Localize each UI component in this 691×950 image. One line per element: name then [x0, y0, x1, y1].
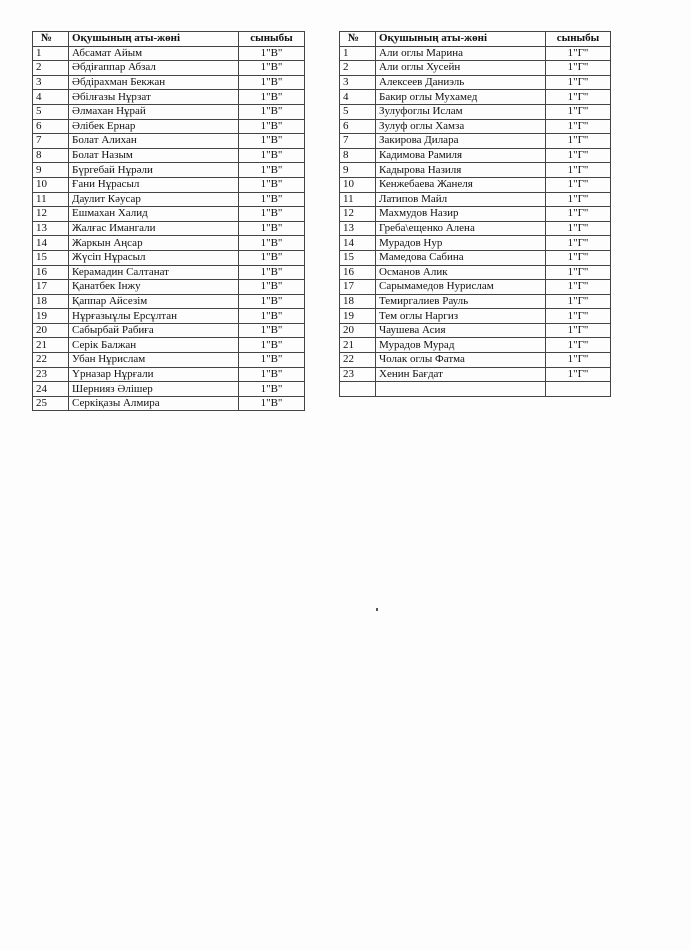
class-label: 1"Г"	[546, 367, 611, 382]
class-label: 1"В"	[239, 134, 305, 149]
class-label: 1"Г"	[546, 75, 611, 90]
student-name: Али оглы Марина	[376, 46, 546, 61]
table-row	[340, 104, 611, 119]
table-row	[340, 294, 611, 309]
student-name: Убан Нұрислам	[69, 353, 239, 368]
class-label: 1"В"	[239, 90, 305, 105]
row-number: 21	[340, 338, 376, 353]
student-name: Шернияз Әлішер	[69, 382, 239, 397]
student-name: Әбдірахман Бекжан	[69, 75, 239, 90]
student-name: Даулит Кәусар	[69, 192, 239, 207]
table-row	[340, 119, 611, 134]
row-number: 1	[33, 46, 69, 61]
student-name: Серік Балжан	[69, 338, 239, 353]
row-number: 4	[33, 90, 69, 105]
row-number: 19	[33, 309, 69, 324]
student-name: Сабырбай Рабиға	[69, 323, 239, 338]
class-label: 1"В"	[239, 119, 305, 134]
header-row	[340, 32, 611, 47]
number-header: №	[340, 32, 376, 47]
student-name: Қанатбек Інжу	[69, 280, 239, 295]
table-row	[340, 353, 611, 368]
student-name: Керамадин Салтанат	[69, 265, 239, 280]
row-number: 1	[340, 46, 376, 61]
student-name: Әбілғазы Нұрзат	[69, 90, 239, 105]
class-label: 1"Г"	[546, 104, 611, 119]
class-g-roster-body	[340, 46, 611, 396]
student-name: Кадимова Рамиля	[376, 148, 546, 163]
class-label: 1"В"	[239, 46, 305, 61]
row-number: 17	[33, 280, 69, 295]
class-label: 1"В"	[239, 104, 305, 119]
row-number: 9	[340, 163, 376, 178]
row-number: 12	[340, 207, 376, 222]
table-row	[33, 338, 305, 353]
table-row	[33, 192, 305, 207]
student-name: Болат Алихан	[69, 134, 239, 149]
student-name: Серкіқазы Алмира	[69, 396, 239, 411]
table-row	[33, 294, 305, 309]
class-label: 1"В"	[239, 250, 305, 265]
row-number: 20	[33, 323, 69, 338]
class-label: 1"В"	[239, 280, 305, 295]
student-name: Бүргебай Нұрәли	[69, 163, 239, 178]
student-name: Ғани Нұрасыл	[69, 177, 239, 192]
table-row	[33, 46, 305, 61]
class-header: сыныбы	[546, 32, 611, 47]
student-name: Нұрғазыұлы Ерсұлтан	[69, 309, 239, 324]
table-row	[340, 163, 611, 178]
table-row	[340, 207, 611, 222]
row-number: 19	[340, 309, 376, 324]
table-row	[340, 265, 611, 280]
class-label: 1"Г"	[546, 250, 611, 265]
row-number: 18	[33, 294, 69, 309]
row-number: 8	[340, 148, 376, 163]
row-number: 5	[33, 104, 69, 119]
row-number	[340, 382, 376, 397]
table-row	[33, 323, 305, 338]
class-label: 1"В"	[239, 265, 305, 280]
student-name: Бакир оглы Мухамед	[376, 90, 546, 105]
row-number: 7	[340, 134, 376, 149]
table-row	[340, 250, 611, 265]
row-number: 7	[33, 134, 69, 149]
table-row	[340, 90, 611, 105]
row-number: 22	[33, 353, 69, 368]
student-name: Махмудов Назир	[376, 207, 546, 222]
table-row	[340, 323, 611, 338]
student-name-header: Оқушының аты-жөні	[69, 32, 239, 47]
student-name: Хенин Бағдат	[376, 367, 546, 382]
table-row	[33, 134, 305, 149]
row-number: 24	[33, 382, 69, 397]
table-row	[340, 280, 611, 295]
row-number: 6	[340, 119, 376, 134]
class-g-roster-table	[339, 31, 611, 397]
table-row	[33, 90, 305, 105]
student-name: Үрназар Нұрғали	[69, 367, 239, 382]
row-number: 18	[340, 294, 376, 309]
student-name: Мурадов Нур	[376, 236, 546, 251]
row-number: 11	[33, 192, 69, 207]
table-row	[33, 250, 305, 265]
table-row	[340, 382, 611, 397]
student-name: Зулуфоглы Ислам	[376, 104, 546, 119]
class-label: 1"Г"	[546, 192, 611, 207]
row-number: 23	[33, 367, 69, 382]
row-number: 3	[33, 75, 69, 90]
table-row	[33, 382, 305, 397]
class-label: 1"В"	[239, 367, 305, 382]
student-name: Тем оглы Наргиз	[376, 309, 546, 324]
class-label: 1"Г"	[546, 119, 611, 134]
number-header: №	[33, 32, 69, 47]
class-label: 1"В"	[239, 61, 305, 76]
table-row	[33, 221, 305, 236]
class-label: 1"В"	[239, 75, 305, 90]
table-row	[33, 353, 305, 368]
table-row	[33, 163, 305, 178]
class-label: 1"В"	[239, 207, 305, 222]
student-name: Алексеев Даниэль	[376, 75, 546, 90]
row-number: 16	[340, 265, 376, 280]
student-name: Латипов Майл	[376, 192, 546, 207]
student-name: Мамедова Сабина	[376, 250, 546, 265]
table-row	[33, 61, 305, 76]
class-label: 1"В"	[239, 309, 305, 324]
student-name: Темиргалиев Рауль	[376, 294, 546, 309]
class-label: 1"В"	[239, 338, 305, 353]
student-name: Қаппар Айсезім	[69, 294, 239, 309]
student-name: Кадырова Назиля	[376, 163, 546, 178]
class-label: 1"Г"	[546, 236, 611, 251]
table-row	[33, 177, 305, 192]
row-number: 20	[340, 323, 376, 338]
student-name: Кенжебаева Жанеля	[376, 177, 546, 192]
class-label	[546, 382, 611, 397]
student-name: Закирова Дилара	[376, 134, 546, 149]
table-row	[340, 177, 611, 192]
student-name: Зулуф оглы Хамза	[376, 119, 546, 134]
class-label: 1"Г"	[546, 207, 611, 222]
class-label: 1"Г"	[546, 61, 611, 76]
student-name: Болат Назым	[69, 148, 239, 163]
class-label: 1"В"	[239, 177, 305, 192]
row-number: 9	[33, 163, 69, 178]
table-row	[340, 367, 611, 382]
header-row	[33, 32, 305, 47]
row-number: 10	[340, 177, 376, 192]
row-number: 5	[340, 104, 376, 119]
class-label: 1"В"	[239, 192, 305, 207]
row-number: 10	[33, 177, 69, 192]
class-header: сыныбы	[239, 32, 305, 47]
class-label: 1"Г"	[546, 309, 611, 324]
class-label: 1"Г"	[546, 46, 611, 61]
class-label: 1"В"	[239, 236, 305, 251]
student-name: Ешмахан Халид	[69, 207, 239, 222]
row-number: 23	[340, 367, 376, 382]
table-row	[340, 221, 611, 236]
student-name: Әбдіғаппар Абзал	[69, 61, 239, 76]
class-label: 1"В"	[239, 148, 305, 163]
student-name: Жалғас Имангали	[69, 221, 239, 236]
class-label: 1"В"	[239, 163, 305, 178]
class-label: 1"Г"	[546, 294, 611, 309]
class-label: 1"В"	[239, 221, 305, 236]
table-row	[33, 104, 305, 119]
table-row	[33, 280, 305, 295]
row-number: 25	[33, 396, 69, 411]
class-label: 1"В"	[239, 382, 305, 397]
class-label: 1"В"	[239, 396, 305, 411]
row-number: 14	[33, 236, 69, 251]
class-label: 1"Г"	[546, 163, 611, 178]
row-number: 13	[33, 221, 69, 236]
student-name: Османов Алик	[376, 265, 546, 280]
student-name: Әлібек Ернар	[69, 119, 239, 134]
class-label: 1"Г"	[546, 177, 611, 192]
student-name-header: Оқушының аты-жөні	[376, 32, 546, 47]
table-row	[33, 119, 305, 134]
table-row	[340, 46, 611, 61]
student-name: Әлмахан Нұрай	[69, 104, 239, 119]
class-label: 1"Г"	[546, 353, 611, 368]
table-row	[340, 61, 611, 76]
table-row	[33, 309, 305, 324]
student-name: Жаркын Аңсар	[69, 236, 239, 251]
student-name: Греба\ещенко Алена	[376, 221, 546, 236]
table-row	[340, 148, 611, 163]
class-v-roster-body	[33, 46, 305, 411]
row-number: 16	[33, 265, 69, 280]
table-row	[33, 396, 305, 411]
table-row	[33, 367, 305, 382]
row-number: 8	[33, 148, 69, 163]
table-row	[33, 75, 305, 90]
row-number: 17	[340, 280, 376, 295]
student-name: Жүсіп Нұрасыл	[69, 250, 239, 265]
class-label: 1"Г"	[546, 323, 611, 338]
table-row	[33, 207, 305, 222]
class-label: 1"Г"	[546, 90, 611, 105]
table-row	[340, 309, 611, 324]
table-row	[33, 265, 305, 280]
class-label: 1"Г"	[546, 265, 611, 280]
table-row	[340, 338, 611, 353]
row-number: 4	[340, 90, 376, 105]
table-row	[33, 236, 305, 251]
row-number: 2	[340, 61, 376, 76]
student-name: Чолак оглы Фатма	[376, 353, 546, 368]
table-row	[340, 236, 611, 251]
row-number: 21	[33, 338, 69, 353]
class-v-roster-table	[32, 31, 305, 411]
row-number: 6	[33, 119, 69, 134]
class-label: 1"Г"	[546, 148, 611, 163]
student-name: Абсамат Айым	[69, 46, 239, 61]
class-label: 1"В"	[239, 323, 305, 338]
student-name: Мурадов Мурад	[376, 338, 546, 353]
row-number: 15	[340, 250, 376, 265]
class-label: 1"Г"	[546, 338, 611, 353]
table-row	[340, 75, 611, 90]
row-number: 13	[340, 221, 376, 236]
row-number: 22	[340, 353, 376, 368]
table-row	[340, 192, 611, 207]
row-number: 14	[340, 236, 376, 251]
class-label: 1"В"	[239, 353, 305, 368]
row-number: 11	[340, 192, 376, 207]
scan-speck	[376, 608, 378, 611]
table-row	[33, 148, 305, 163]
class-label: 1"Г"	[546, 280, 611, 295]
table-row	[340, 134, 611, 149]
student-name	[376, 382, 546, 397]
student-name: Чаушева Асия	[376, 323, 546, 338]
row-number: 3	[340, 75, 376, 90]
class-label: 1"Г"	[546, 134, 611, 149]
row-number: 15	[33, 250, 69, 265]
class-label: 1"Г"	[546, 221, 611, 236]
row-number: 12	[33, 207, 69, 222]
student-name: Али оглы Хусейн	[376, 61, 546, 76]
student-name: Сарымамедов Нурислам	[376, 280, 546, 295]
row-number: 2	[33, 61, 69, 76]
class-label: 1"В"	[239, 294, 305, 309]
